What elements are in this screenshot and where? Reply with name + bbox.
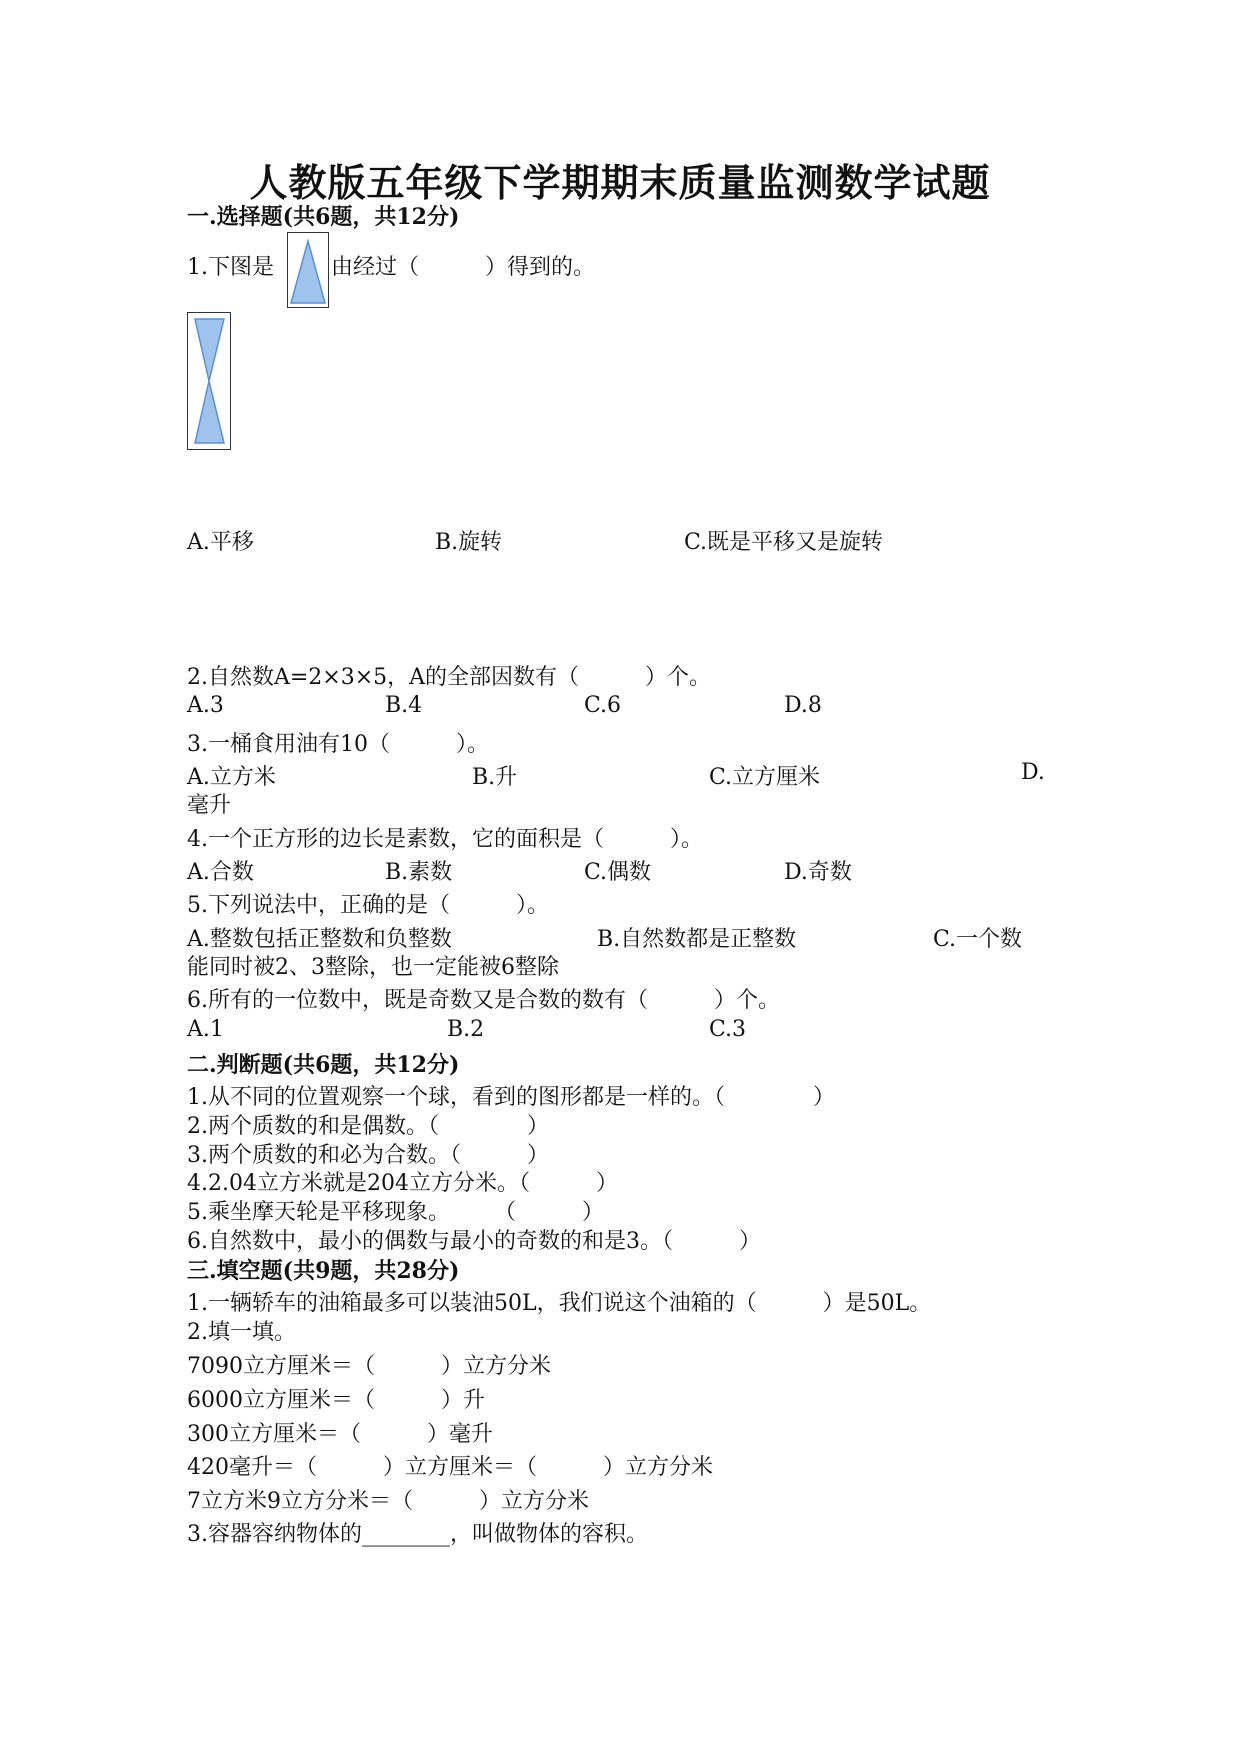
- fill-item: 7090立方厘米＝（ ）立方分米: [187, 1354, 551, 1379]
- option-c[interactable]: C.一个数: [933, 927, 1023, 952]
- fill-item: 6000立方厘米＝（ ）升: [187, 1388, 485, 1413]
- fill-item: 2.填一填。: [187, 1320, 296, 1345]
- option-d[interactable]: D.奇数: [784, 860, 852, 885]
- section-heading-fill: 三.填空题(共9题，共28分): [187, 1258, 460, 1284]
- option-a[interactable]: A.合数: [187, 860, 254, 885]
- single-triangle-figure: [287, 232, 329, 308]
- option-b[interactable]: B.升: [472, 765, 518, 790]
- option-c[interactable]: C.6: [584, 693, 622, 718]
- option-d-wrap[interactable]: 毫升: [187, 793, 232, 818]
- judgement-item: 4.2.04立方米就是204立方分米。（ ）: [187, 1171, 618, 1196]
- option-c-wrap[interactable]: 能同时被2、3整除，也一定能被6整除: [187, 955, 559, 980]
- judgement-item: 6.自然数中，最小的偶数与最小的奇数的和是3。（ ）: [187, 1229, 761, 1254]
- option-b[interactable]: B.2: [447, 1017, 485, 1042]
- question-stem: 6.所有的一位数中，既是奇数又是合数的数有（ ）个。: [187, 988, 780, 1013]
- fill-item: 420毫升＝（ ）立方厘米＝（ ）立方分米: [187, 1455, 713, 1480]
- question-stem: 2.自然数A=2×3×5，A的全部因数有（ ）个。: [187, 665, 712, 690]
- option-d[interactable]: D.8: [784, 693, 822, 718]
- section-heading-choice: 一.选择题(共6题，共12分): [187, 204, 460, 230]
- fill-item: 1.一辆轿车的油箱最多可以装油50L，我们说这个油箱的（ ）是50L。: [187, 1291, 932, 1316]
- section-heading-judgement: 二.判断题(共6题，共12分): [187, 1052, 460, 1078]
- option-c[interactable]: C.既是平移又是旋转: [684, 530, 884, 555]
- option-c[interactable]: C.3: [709, 1017, 747, 1042]
- judgement-item: 5.乘坐摩天轮是平移现象。 （ ）: [187, 1200, 604, 1225]
- fill-item: 3.容器容纳物体的________，叫做物体的容积。: [187, 1522, 648, 1547]
- question-stem-start: 1.下图是: [187, 255, 274, 280]
- page-title: 人教版五年级下学期期末质量监测数学试题: [249, 160, 991, 205]
- option-a[interactable]: A.1: [187, 1017, 224, 1042]
- judgement-item: 3.两个质数的和必为合数。（ ）: [187, 1143, 549, 1168]
- question-stem: 5.下列说法中，正确的是（ ）。: [187, 893, 549, 918]
- option-b[interactable]: B.素数: [385, 860, 453, 885]
- option-b[interactable]: B.旋转: [435, 530, 503, 555]
- option-c[interactable]: C.立方厘米: [709, 765, 821, 790]
- judgement-item: 1.从不同的位置观察一个球，看到的图形都是一样的。（ ）: [187, 1085, 835, 1110]
- option-a[interactable]: A.整数包括正整数和负整数: [187, 927, 452, 952]
- option-a[interactable]: A.立方米: [187, 765, 276, 790]
- fill-item: 7立方米9立方分米＝（ ）立方分米: [187, 1489, 589, 1514]
- question-stem: 3.一桶食用油有10（ ）。: [187, 732, 489, 757]
- option-c[interactable]: C.偶数: [584, 860, 652, 885]
- option-a[interactable]: A.平移: [187, 530, 254, 555]
- hourglass-triangles-figure: [187, 312, 231, 450]
- judgement-item: 2.两个质数的和是偶数。（ ）: [187, 1114, 549, 1139]
- question-stem: 4.一个正方形的边长是素数，它的面积是（ ）。: [187, 827, 703, 852]
- option-d[interactable]: D.: [1021, 760, 1045, 785]
- option-b[interactable]: B.自然数都是正整数: [597, 927, 797, 952]
- option-a[interactable]: A.3: [187, 693, 224, 718]
- fill-item: 300立方厘米＝（ ）毫升: [187, 1422, 493, 1447]
- option-b[interactable]: B.4: [385, 693, 423, 718]
- question-stem-end: 由经过（ ）得到的。: [331, 255, 596, 280]
